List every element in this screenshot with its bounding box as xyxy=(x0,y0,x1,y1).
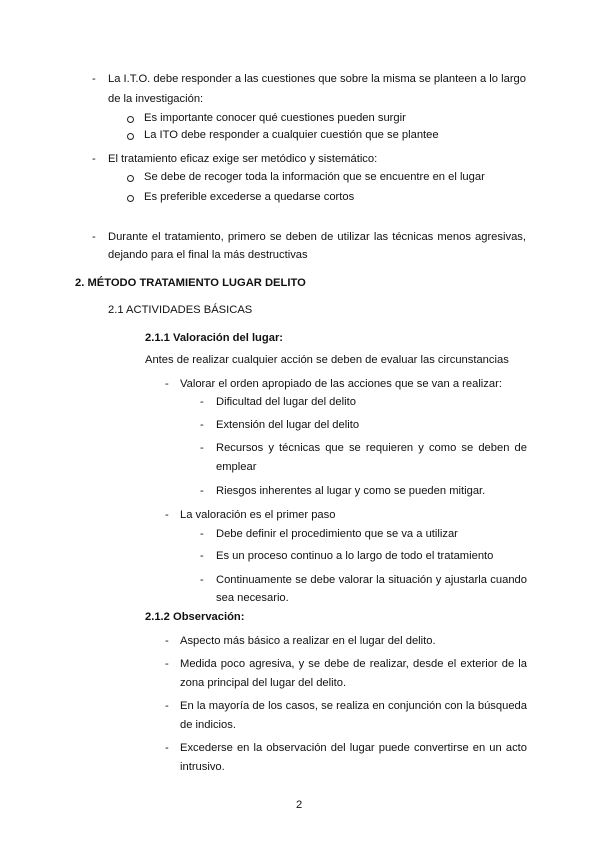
bullet-dash: - xyxy=(165,700,169,712)
list-item-text: Valorar el orden apropiado de las acciones que se van a realizar: xyxy=(180,378,502,390)
sub-item-text: Se debe de recoger toda la información que se encuentre en el lugar xyxy=(144,171,485,183)
list-item-text: Medida poco agresiva, y se debe de realizar, desde el exterior de la xyxy=(180,658,527,670)
sub-item-text: Riesgos inherentes al lugar y como se pueden mitigar. xyxy=(216,485,486,497)
list-item-text: de indicios. xyxy=(180,719,236,731)
bullet-dash: - xyxy=(165,742,169,754)
sub-item-text: Es un proceso continuo a lo largo de todo el tratamiento xyxy=(216,550,494,562)
bullet-dash: - xyxy=(200,485,204,497)
sub-item-text: Es preferible excederse a quedarse cortos xyxy=(144,191,355,203)
subsubsection-heading: 2.1.2 Observación: xyxy=(145,611,245,623)
page-number: 2 xyxy=(296,799,303,811)
bullet-dash: - xyxy=(92,153,96,165)
list-item-text: La valoración es el primer paso xyxy=(180,509,336,521)
bullet-dash: - xyxy=(92,231,96,243)
subsection-heading: 2.1 ACTIVIDADES BÁSICAS xyxy=(108,304,253,316)
list-item-text: Excederse en la observación del lugar puede convertirse en un acto xyxy=(180,742,527,754)
sub-item-text: Continuamente se debe valorar la situación y ajustarla cuando xyxy=(216,574,527,586)
subsubsection-heading: 2.1.1 Valoración del lugar: xyxy=(145,332,284,344)
list-item-text: Aspecto más básico a realizar en el lugar del delito. xyxy=(180,635,436,647)
list-item-text: intrusivo. xyxy=(180,761,225,773)
sub-item-text: Recursos y técnicas que se requieren y como se deben de xyxy=(216,442,527,454)
sub-item-text: La ITO debe responder a cualquier cuestión que se plantee xyxy=(144,129,439,141)
list-item-text: El tratamiento eficaz exige ser metódico y sistemático: xyxy=(108,153,378,165)
list-item-text: Durante el tratamiento, primero se deben de utilizar las técnicas menos agresivas, xyxy=(108,231,526,243)
bullet-dash: - xyxy=(200,442,204,454)
sub-item-text: Extensión del lugar del delito xyxy=(216,419,360,431)
circle-bullet-icon xyxy=(127,116,134,123)
list-item-text: La I.T.O. debe responder a las cuestiones que sobre la misma se planteen a lo largo xyxy=(108,73,526,85)
paragraph: Antes de realizar cualquier acción se deben de evaluar las circunstancias xyxy=(145,354,509,366)
bullet-dash: - xyxy=(200,396,204,408)
sub-item-text: emplear xyxy=(216,461,257,473)
circle-bullet-icon xyxy=(127,175,134,182)
list-item-text: En la mayoría de los casos, se realiza en conjunción con la búsqueda xyxy=(180,700,527,712)
sub-item-text: sea necesario. xyxy=(216,592,289,604)
bullet-dash: - xyxy=(200,419,204,431)
bullet-dash: - xyxy=(200,528,204,540)
bullet-dash: - xyxy=(165,635,169,647)
bullet-dash: - xyxy=(165,378,169,390)
sub-item-text: Debe definir el procedimiento que se va a utilizar xyxy=(216,528,458,540)
bullet-dash: - xyxy=(165,658,169,670)
bullet-dash: - xyxy=(200,550,204,562)
sub-item-text: Es importante conocer qué cuestiones pueden surgir xyxy=(144,112,406,124)
circle-bullet-icon xyxy=(127,195,134,202)
bullet-dash: - xyxy=(200,574,204,586)
list-item-text: dejando para el final la más destructivas xyxy=(108,249,308,261)
list-item-text: de la investigación: xyxy=(108,93,204,105)
section-heading: 2. MÉTODO TRATAMIENTO LUGAR DELITO xyxy=(75,277,306,289)
circle-bullet-icon xyxy=(127,133,134,140)
bullet-dash: - xyxy=(92,73,96,85)
bullet-dash: - xyxy=(165,509,169,521)
sub-item-text: Dificultad del lugar del delito xyxy=(216,396,356,408)
list-item-text: zona principal del lugar del delito. xyxy=(180,677,347,689)
